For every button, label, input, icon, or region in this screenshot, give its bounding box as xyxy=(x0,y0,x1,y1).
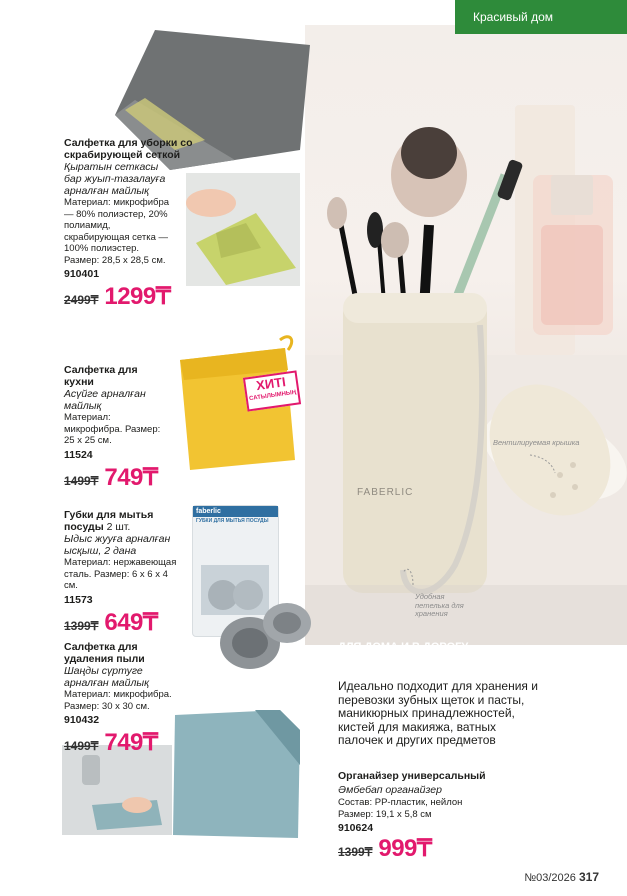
product-4-old-price: 1499₸ xyxy=(64,739,99,753)
product-2-old-price: 1499₸ xyxy=(64,473,99,488)
product-2-code: 11524 xyxy=(64,448,93,461)
page-footer xyxy=(524,870,599,884)
product-4-usage-photo xyxy=(62,745,172,835)
cup-brand: FABERLIC xyxy=(357,487,414,498)
hit-badge-line1: ХИТІ xyxy=(255,374,287,394)
organizer-headline: ДЛЯ ДОМА И В ДОРОГУ xyxy=(338,641,469,653)
product-1-name: Салфетка для уборки со скрабирующей сеткой xyxy=(64,137,193,161)
dusting-photo xyxy=(62,745,172,835)
organizer-composition: Состав: PP-пластик, нейлон xyxy=(338,797,463,808)
product-4-desc: Материал: микрофибра. Размер: 30 x 30 см. xyxy=(64,689,172,712)
note-loop: Удобная петелька для хранения xyxy=(415,592,464,618)
product-4-code: 910432 xyxy=(64,714,100,726)
organizer-price xyxy=(338,834,432,863)
organizer-name-kz: Әмбебап органайзер xyxy=(338,784,442,796)
product-4 xyxy=(64,641,204,757)
product-1-name-kz: Қыратын сеткасы бар жуып-тазалауға арналған майлық xyxy=(64,161,166,197)
product-4-new-price: 749₸ xyxy=(104,729,158,756)
steel-sponges-illustration xyxy=(205,598,315,673)
product-3-name: Губки для мытья посуды xyxy=(64,509,154,533)
product-3-old-price: 1399₸ xyxy=(64,618,99,633)
organizer-old-price: 1399₸ xyxy=(338,845,373,859)
product-2-name-kz: Асүйге арналған майлық xyxy=(64,388,146,412)
note-lid: Вентилируемая крышка xyxy=(493,438,580,447)
hit-badge-line2: САТЫЛЫМНЫҢ xyxy=(248,389,297,403)
page-number: 317 xyxy=(578,870,599,884)
organizer-description: Идеально подходит для хранения и перевозки зубных щеток и пасты, маникюрных принадлежностей, кистей для макияжа, ватных палочек и других предметов xyxy=(338,679,538,747)
product-1-desc: Материал: микрофибра — 80% полиэстер, 20% полиамид, скрабирующая сетка — 100% полиэстер. Размер: 28,5 x 28,5 см. xyxy=(64,197,170,266)
organizer-size: Размер: 19,1 x 5,8 см xyxy=(338,808,432,820)
product-3-code: 11573 xyxy=(64,593,93,606)
pack-brand: faberlic xyxy=(193,506,278,517)
organizer-details xyxy=(338,797,462,820)
product-1-code: 910401 xyxy=(64,268,100,280)
product-4-name: Салфетка для удаления пыли xyxy=(64,641,145,665)
product-3-qty: 2 шт. xyxy=(106,521,131,533)
product-2-desc: Материал: микрофибра. Размер: 25 x 25 см. xyxy=(64,412,161,446)
product-1-new-price: 1299₸ xyxy=(104,283,171,310)
product-1-old-price: 2499₸ xyxy=(64,293,99,307)
section-tab: Красивый дом xyxy=(455,0,627,34)
product-2-name: Салфетка для кухни xyxy=(64,364,138,388)
product-3-qty-kz: 2 дана xyxy=(104,545,137,557)
product-3 xyxy=(64,509,204,637)
organizer-new-price: 999₸ xyxy=(378,835,432,862)
steel-sponges xyxy=(205,598,315,673)
product-2 xyxy=(64,364,204,492)
organizer-illustration xyxy=(305,25,627,645)
issue-number: №03/2026 xyxy=(524,872,576,884)
pack-title: ГУБКИ ДЛЯ МЫТЬЯ ПОСУДЫ xyxy=(196,518,269,524)
organizer-name: Органайзер универсальный xyxy=(338,770,486,782)
organizer-code: 910624 xyxy=(338,822,374,834)
organizer-photo xyxy=(305,25,627,653)
product-1 xyxy=(64,137,204,311)
product-3-new-price: 649₸ xyxy=(104,608,158,636)
product-2-new-price: 749₸ xyxy=(104,463,158,491)
product-3-name-kz: Ыдыс жууға арналған ысқыш, xyxy=(64,533,171,557)
product-3-desc: Материал: нержавеющая сталь. Размер: 6 x 6 x 4 см. xyxy=(64,557,177,591)
product-4-name-kz: Шаңды сүртуге арналған майлық xyxy=(64,665,150,689)
